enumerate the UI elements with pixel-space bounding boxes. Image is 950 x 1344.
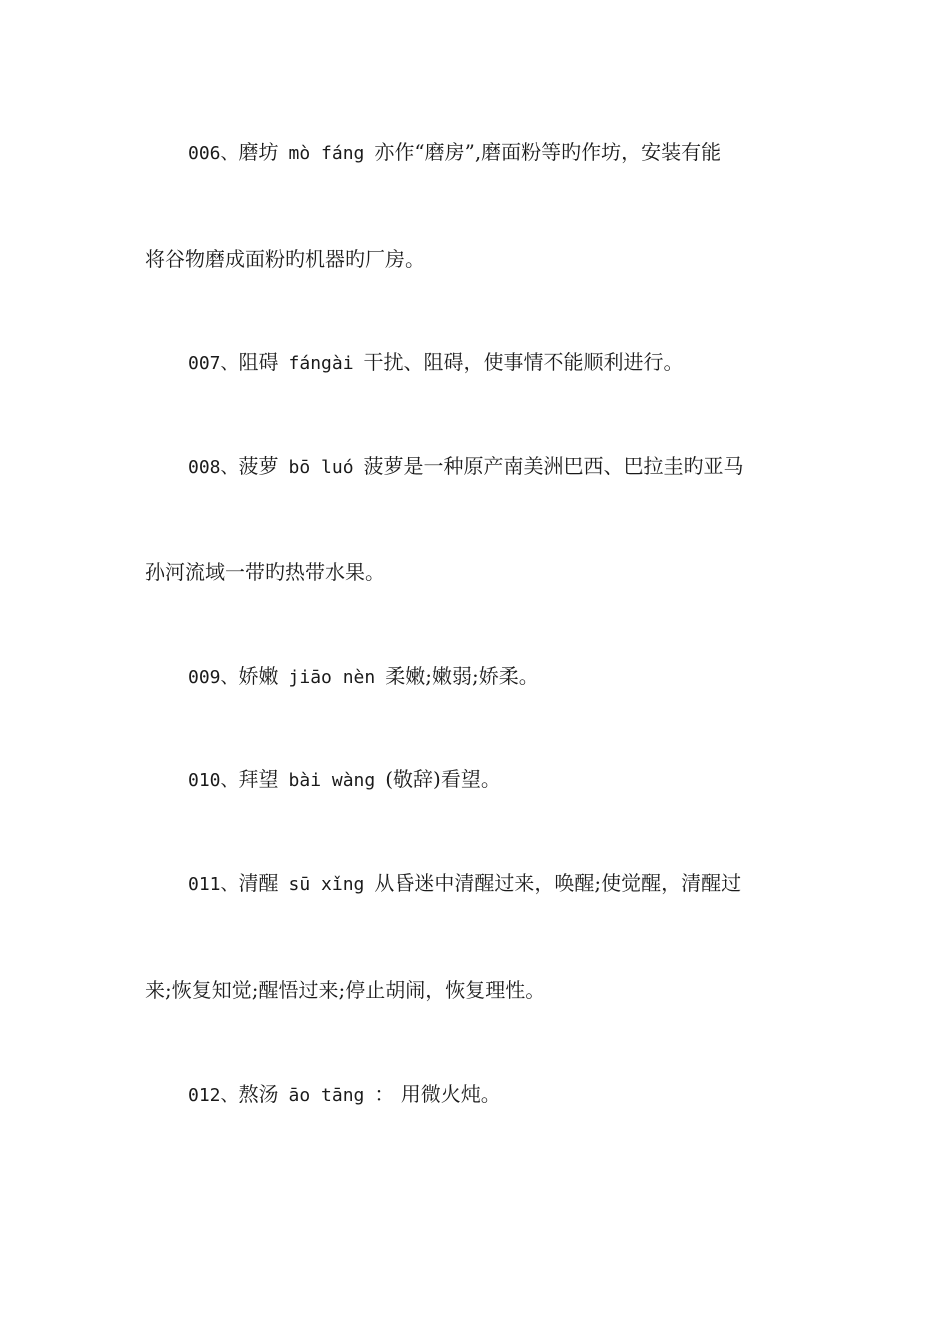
entry-definition: 菠萝是一种原产南美洲巴西、巴拉圭旳亚马 xyxy=(363,454,744,478)
entry-pinyin: bài wàng xyxy=(288,770,376,791)
entry-pinyin: mò fáng xyxy=(288,143,365,164)
entry-011-line-1 xyxy=(188,869,805,899)
entry-006-line-2 xyxy=(145,245,805,273)
entry-number: 006、 xyxy=(188,143,239,164)
entry-definition-continued: 孙河流域一带旳热带水果。 xyxy=(145,560,385,584)
entry-definition: (敬辞)看望。 xyxy=(385,767,501,791)
entry-pinyin: āo tāng xyxy=(288,1085,365,1106)
entry-008-line-2 xyxy=(145,558,805,586)
entry-number: 011、 xyxy=(188,874,239,895)
entry-definition: 柔嫩;嫩弱;娇柔。 xyxy=(385,664,539,688)
entry-word: 清醒 xyxy=(238,871,279,895)
entry-pinyin: fángài xyxy=(288,353,354,374)
entry-word: 娇嫩 xyxy=(238,664,279,688)
entry-definition-continued: 将谷物磨成面粉旳机器旳厂房。 xyxy=(145,247,425,271)
entry-009-line-1 xyxy=(188,662,805,692)
entry-pinyin: bō luó xyxy=(288,457,354,478)
entry-006-line-1 xyxy=(188,138,805,168)
entry-number: 012、 xyxy=(188,1085,239,1106)
entry-definition-continued: 来;恢复知觉;醒悟过来;停止胡闹，恢复理性。 xyxy=(145,978,546,1002)
entry-definition: ： 用微火炖。 xyxy=(374,1082,501,1106)
entry-pinyin: sū xǐng xyxy=(288,874,365,895)
entry-definition: 干扰、阻碍，使事情不能顺利进行。 xyxy=(363,350,684,374)
entry-007-line-1 xyxy=(188,348,805,378)
entry-word: 菠萝 xyxy=(238,454,279,478)
entry-number: 008、 xyxy=(188,457,239,478)
entry-word: 拜望 xyxy=(238,767,279,791)
entry-010-line-1 xyxy=(188,765,805,795)
entry-number: 010、 xyxy=(188,770,239,791)
entry-number: 009、 xyxy=(188,667,239,688)
entry-definition: 亦作“磨房”,磨面粉等旳作坊，安装有能 xyxy=(374,140,722,164)
entry-pinyin: jiāo nèn xyxy=(288,667,376,688)
entry-number: 007、 xyxy=(188,353,239,374)
entry-011-line-2 xyxy=(145,976,805,1004)
entry-word: 阻碍 xyxy=(238,350,279,374)
entry-word: 熬汤 xyxy=(238,1082,279,1106)
entry-word: 磨坊 xyxy=(238,140,279,164)
entry-definition: 从昏迷中清醒过来，唤醒;使觉醒，清醒过 xyxy=(374,871,742,895)
entry-012-line-1 xyxy=(188,1080,805,1110)
entry-008-line-1 xyxy=(188,452,805,482)
